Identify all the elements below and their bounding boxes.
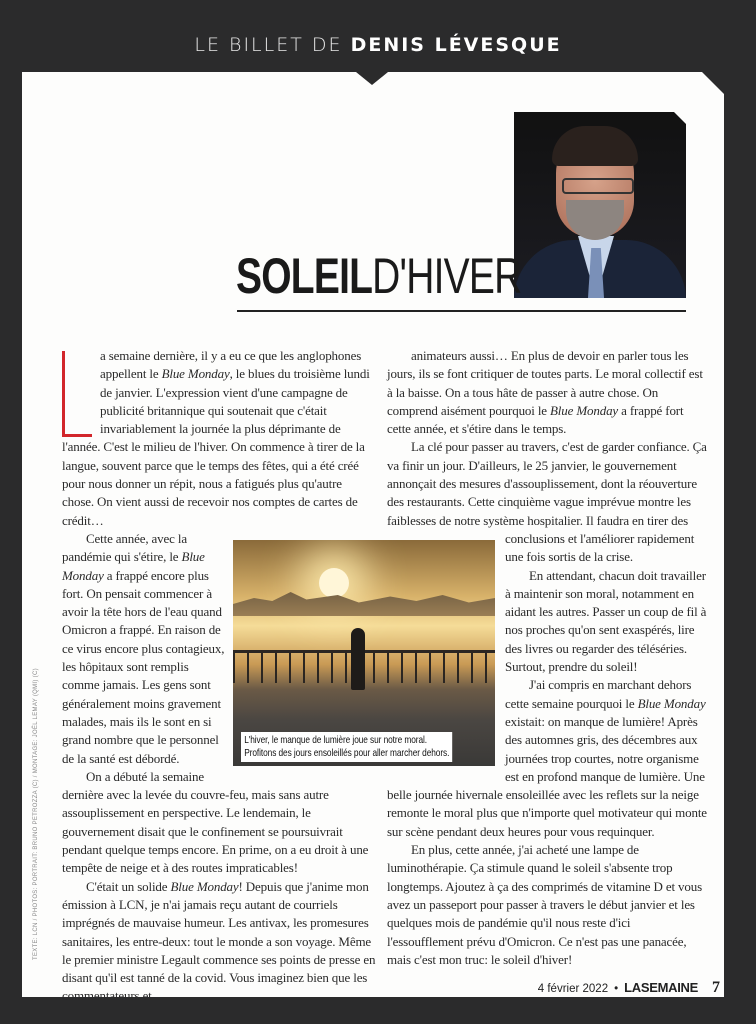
city-skyline xyxy=(233,586,495,616)
sun xyxy=(319,568,349,598)
magazine-logo xyxy=(624,980,698,995)
logo-semaine: SEMAINE xyxy=(640,980,698,995)
caption-line-2: Profitons des jours ensoleillés pour aller marcher dehors. xyxy=(244,748,450,759)
italic-term: Blue Monday xyxy=(170,878,239,894)
text-run: existait: on manque de lumière! Après des automnes gris, des décembres aux journées trop courtes, notre organisme est en profond manque de lumière. Une belle journée hivernale ensoleillée avec les reflets sur la neige remonte le moral plus que n'importe quel motivateur qui monte sur scène pendant deux heures pour vous requinquer. xyxy=(387,713,707,839)
text-run: On a débuté la semaine dernière avec la levée du couvre-feu, mais sans autre assouplissement en perspective. Le lendemain, le gouvernement disait que le confinement se poursuivrait pendant quelque temps encore. En prime, on a eu droit à une tempête de neige et à des routes impraticables! xyxy=(62,768,369,876)
author-portrait xyxy=(514,112,686,298)
text-run: a frappé encore plus fort. On pensait commencer à avoir la tête hors de l'eau quand Omicron a frappé. En raison de ce virus encore plus contagieux, les hôpitaux sont remplis comme jamais. Les gens sont généralement moins gravement malades, mais ils le sont en si grand nombre que le personnel de la santé est débordé. xyxy=(62,567,225,766)
text-run: C'était un solide xyxy=(86,878,171,894)
paragraph xyxy=(62,347,376,530)
walker-silhouette xyxy=(351,628,365,690)
title-bold: SOLEIL xyxy=(236,248,373,304)
text-run: La clé pour passer au travers, c'est de garder confiance. Ça va finir un jour. D'ailleurs, le 25 janvier, le gouvernement annonçait des mesures d'assouplissement, dont la réouverture des restaurants. Cette cinquième vague imprévue montre les faiblesses de notre système hospitalier. Il faudra en tirer des conclusions et l'améliorer rapidement une fois sortis de la crise. xyxy=(387,439,707,565)
caption-line-1: L'hiver, le manque de lumière joue sur notre moral. xyxy=(244,735,427,746)
photo-caption xyxy=(241,732,453,762)
paragraph xyxy=(62,768,376,878)
drop-cap-l xyxy=(62,351,94,437)
text-run: Cette année, avec la pandémie qui s'étire, le xyxy=(62,530,187,565)
title-light: D'HIVER xyxy=(372,248,522,304)
italic-term: Blue Monday xyxy=(62,549,205,583)
logo-la: LA xyxy=(624,980,641,995)
header-notch xyxy=(356,72,388,85)
text-run: En plus, cette année, j'ai acheté une lampe de luminothérapie. Ça stimule quand le soleil s'absente trop longtemps. Ajoutez à ça des comprimés de vitamine D et vous avez un passeport pour passer à travers le début janvier et les quelques mois de pandémie qu'il nous reste d'ici l'essoufflement prévu d'Omicron. Ce n'est pas une panacée, mais c'est mon truc: le soleil d'hiver! xyxy=(387,842,702,967)
text-run: J'ai compris en marchant dehors cette semaine pourquoi le xyxy=(505,677,692,711)
winter-sunrise-photo xyxy=(233,540,495,766)
title-rule xyxy=(237,310,686,312)
text-run: a frappé fort cette année, et s'étire dans le temps. xyxy=(387,402,684,437)
italic-term: Blue Monday xyxy=(550,402,619,418)
article-title xyxy=(236,248,522,304)
text-run: animateurs aussi… En plus de devoir en parler tous les jours, ils se font critiquer de toutes parts. Le moral collectif est à la baisse. On a tous hâte de passer à autre chose. On comprend aisément pourquoi le xyxy=(387,348,703,418)
paragraph xyxy=(387,841,707,969)
photo-credit: TEXTE: LCN / PHOTOS: PORTRAIT: BRUNO PETROZZA (C) / MONTAGE: JOËL LEMAY (QMI) (C) xyxy=(33,668,39,960)
page-footer xyxy=(538,979,720,997)
italic-term: Blue Monday xyxy=(637,695,706,711)
text-run: En attendant, chacun doit travailler à maintenir son moral, notamment en aidant les autres. Passer un coup de fil à nos proches qu'on sent exaspérés, lire des livres ou regarder des téléséries. Surtout, prendre du soleil! xyxy=(505,567,707,675)
text-run: , le blues du troisième lundi de janvier. L'expression vient d'une campagne de publicité britannique qui soutenait que c'était invariablement la journée la plus déprimante de l'année. C'est le milieu de l'hiver. On commence à tirer de la langue, souvent parce que le temps des fêtes, qui a été créé pour nous donner un répit, nous a fatigués plus qu'autre chose. On vient aussi de recevoir nos comptes de cartes de crédit… xyxy=(62,366,370,528)
paragraph xyxy=(62,878,376,1006)
author-name: DENIS LÉVESQUE xyxy=(350,34,562,56)
issue-date: 4 février 2022 xyxy=(537,983,609,995)
text-run: ! Depuis que j'anime mon émission à LCN, je n'ai jamais reçu autant de courriels imprégnés de mauvaise humeur. Les antivax, les promesures sanitaires, les entre-deux: tout le monde a son voyage. Même le premier ministre Legault commence ses points de presse en disant qu'il est tanné de la covid. Vous imaginez bien que les commentateurs et xyxy=(62,878,376,1004)
kicker-prefix: LE BILLET DE xyxy=(194,34,343,56)
text-run: a semaine dernière, il y a eu ce que les anglophones appellent le xyxy=(100,348,362,382)
paragraph xyxy=(387,347,707,438)
italic-term: Blue Monday xyxy=(161,366,230,382)
page-number: 7 xyxy=(712,979,720,996)
footer-separator: • xyxy=(614,983,619,995)
column-kicker xyxy=(0,34,756,56)
